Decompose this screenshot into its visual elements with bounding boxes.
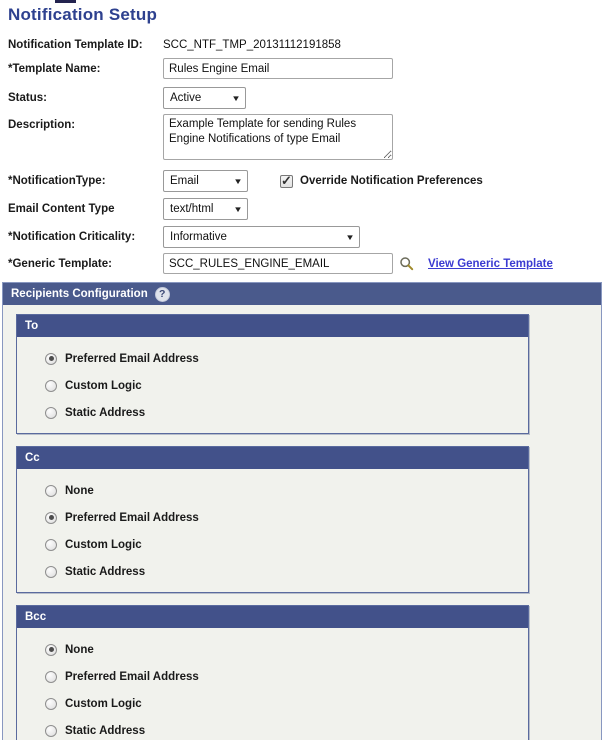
- radio-label: Custom Logic: [65, 697, 142, 710]
- radio-option-static-address[interactable]: [45, 717, 528, 740]
- crop-artifact-bar: [55, 0, 76, 3]
- description-textarea[interactable]: [163, 114, 393, 160]
- recipient-section-to: [16, 314, 529, 434]
- radio-option-none[interactable]: [45, 477, 528, 504]
- recipients-configuration-title: Recipients Configuration: [11, 288, 148, 300]
- radio-option-preferred-email-address[interactable]: [45, 345, 528, 372]
- radio-none[interactable]: [45, 485, 57, 497]
- notification-type-select-value: Email: [170, 175, 199, 187]
- status-select[interactable]: [163, 87, 246, 109]
- email-content-type-select[interactable]: [163, 198, 248, 220]
- recipient-options: [17, 469, 528, 592]
- recipient-section-cc: [16, 446, 529, 593]
- radio-label: Preferred Email Address: [65, 511, 199, 524]
- radio-option-custom-logic[interactable]: [45, 531, 528, 558]
- radio-custom-logic[interactable]: [45, 698, 57, 710]
- template-id-row: [8, 39, 604, 51]
- override-preferences-option[interactable]: [280, 175, 483, 188]
- recipient-section-title: Cc: [17, 447, 528, 469]
- recipient-section-title: To: [17, 315, 528, 337]
- radio-static-address[interactable]: [45, 725, 57, 737]
- radio-label: None: [65, 643, 94, 656]
- radio-option-none[interactable]: [45, 636, 528, 663]
- radio-option-custom-logic[interactable]: [45, 372, 528, 399]
- template-name-label: *Template Name:: [8, 62, 101, 75]
- radio-option-static-address[interactable]: [45, 399, 528, 426]
- dropdown-arrow-icon: ▼: [233, 176, 243, 186]
- magnifier-glyph: [399, 256, 414, 271]
- radio-label: Custom Logic: [65, 538, 142, 551]
- radio-preferred-email-address[interactable]: [45, 353, 57, 365]
- radio-label: Static Address: [65, 724, 146, 737]
- recipient-options: [17, 628, 528, 740]
- status-row: [8, 87, 604, 109]
- radio-static-address[interactable]: [45, 407, 57, 419]
- radio-label: Static Address: [65, 565, 146, 578]
- recipients-configuration-panel: [2, 282, 602, 740]
- template-name-row: [8, 58, 604, 79]
- radio-label: Preferred Email Address: [65, 670, 199, 683]
- notification-type-label: *NotificationType:: [8, 175, 106, 187]
- template-id-label: Notification Template ID:: [8, 39, 143, 51]
- radio-custom-logic[interactable]: [45, 380, 57, 392]
- notification-type-row: [8, 170, 604, 192]
- radio-static-address[interactable]: [45, 566, 57, 578]
- radio-custom-logic[interactable]: [45, 539, 57, 551]
- page-title: Notification Setup: [8, 5, 158, 24]
- radio-none[interactable]: [45, 644, 57, 656]
- radio-preferred-email-address[interactable]: [45, 671, 57, 683]
- recipients-configuration-header: [3, 283, 601, 305]
- lookup-icon[interactable]: [399, 256, 414, 271]
- radio-option-custom-logic[interactable]: [45, 690, 528, 717]
- radio-label: Preferred Email Address: [65, 352, 199, 365]
- radio-preferred-email-address[interactable]: [45, 512, 57, 524]
- status-label: Status:: [8, 92, 47, 104]
- radio-label: None: [65, 484, 94, 497]
- radio-option-preferred-email-address[interactable]: [45, 504, 528, 531]
- notification-criticality-select[interactable]: [163, 226, 360, 248]
- generic-template-input[interactable]: [163, 253, 393, 274]
- override-preferences-checkbox[interactable]: [280, 175, 293, 188]
- help-icon[interactable]: ?: [155, 287, 170, 302]
- radio-option-static-address[interactable]: [45, 558, 528, 585]
- view-generic-template-link[interactable]: View Generic Template: [428, 257, 553, 270]
- recipient-options: [17, 337, 528, 433]
- template-name-input[interactable]: [163, 58, 393, 79]
- radio-label: Static Address: [65, 406, 146, 419]
- recipients-sections: [3, 305, 601, 740]
- dropdown-arrow-icon: ▼: [345, 232, 355, 242]
- dropdown-arrow-icon: ▼: [231, 93, 241, 103]
- notification-criticality-select-value: Informative: [170, 231, 227, 243]
- recipient-section-bcc: [16, 605, 529, 740]
- description-label: Description:: [8, 119, 76, 131]
- dropdown-arrow-icon: ▼: [233, 204, 243, 214]
- template-id-value: SCC_NTF_TMP_20131112191858: [163, 39, 341, 51]
- description-row: [8, 114, 604, 160]
- notification-type-select[interactable]: [163, 170, 248, 192]
- email-content-type-row: [8, 198, 604, 220]
- status-select-value: Active: [170, 92, 202, 104]
- notification-criticality-row: [8, 226, 604, 248]
- radio-label: Custom Logic: [65, 379, 142, 392]
- generic-template-label: *Generic Template:: [8, 257, 112, 270]
- override-preferences-label: Override Notification Preferences: [300, 175, 483, 187]
- radio-option-preferred-email-address[interactable]: [45, 663, 528, 690]
- notification-criticality-label: *Notification Criticality:: [8, 231, 136, 243]
- email-content-type-label: Email Content Type: [8, 203, 115, 215]
- email-content-type-select-value: text/html: [170, 203, 214, 215]
- generic-template-row: [8, 253, 604, 274]
- recipient-section-title: Bcc: [17, 606, 528, 628]
